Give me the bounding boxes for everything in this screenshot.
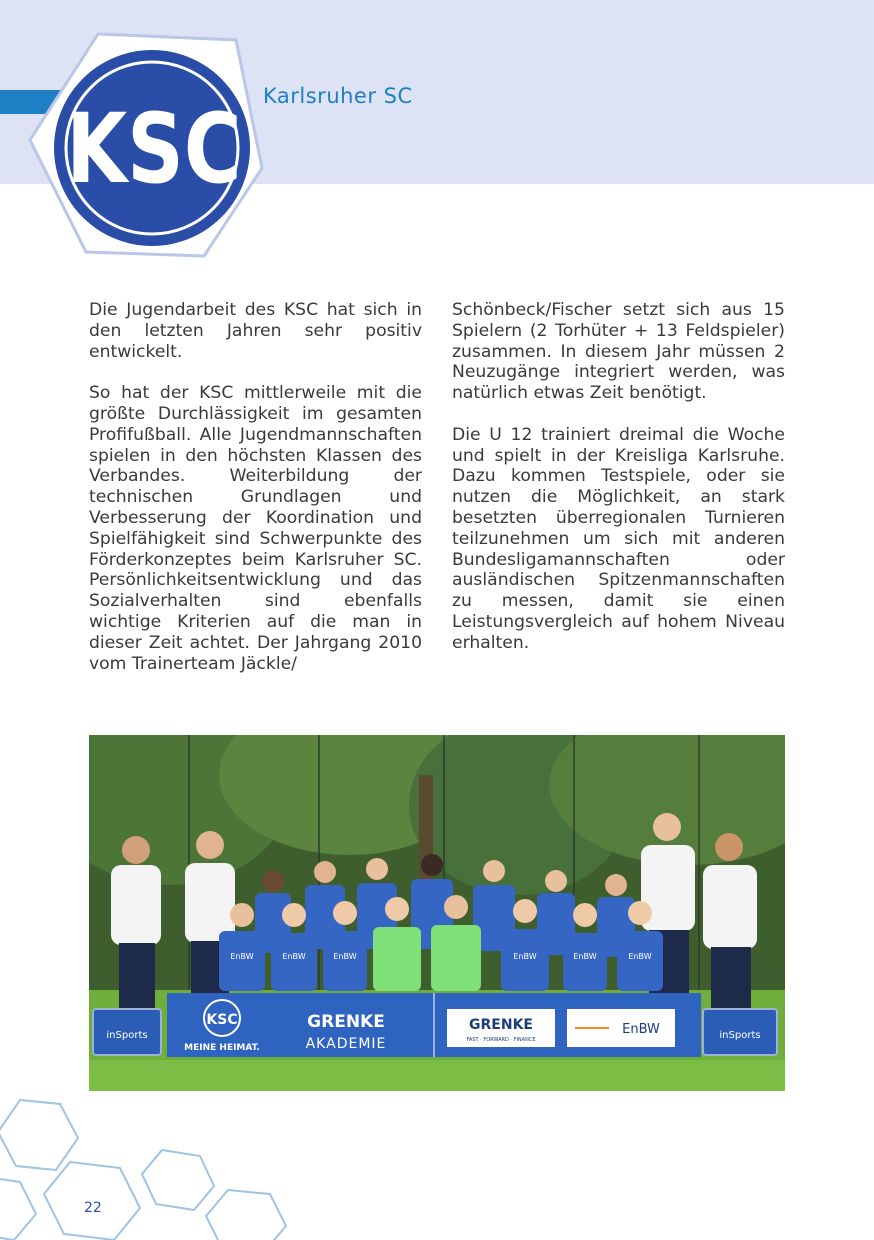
text-column-left bbox=[89, 300, 422, 695]
paragraph: Schönbeck/Fischer setzt sich aus 15 Spielern (2 Torhüter + 13 Feldspieler) zusammen. In diesem Jahr müssen 2 Neuzugänge integriert werden, was natürlich etwas Zeit benötigt. bbox=[452, 300, 785, 404]
page-number: 22 bbox=[84, 1200, 102, 1216]
svg-text:EnBW: EnBW bbox=[230, 952, 254, 961]
svg-text:inSports: inSports bbox=[106, 1030, 148, 1041]
banner-grenke: GRENKE bbox=[307, 1012, 385, 1032]
team-photo-illustration bbox=[89, 735, 785, 1091]
logo-text: KSC bbox=[66, 93, 242, 205]
ksc-logo bbox=[26, 30, 266, 262]
club-title: Karlsruher SC bbox=[263, 84, 413, 108]
team-photo bbox=[89, 735, 785, 1091]
svg-text:EnBW: EnBW bbox=[513, 952, 537, 961]
hexagon-decoration bbox=[0, 1090, 300, 1240]
paragraph: Die Jugendarbeit des KSC hat sich in den letzten Jahren sehr positiv entwickelt. bbox=[89, 300, 422, 362]
text-column-right bbox=[452, 300, 785, 674]
svg-text:EnBW: EnBW bbox=[628, 952, 652, 961]
banner-akademie: AKADEMIE bbox=[305, 1036, 387, 1052]
banner-grenke-box: GRENKE bbox=[469, 1017, 533, 1033]
svg-text:EnBW: EnBW bbox=[573, 952, 597, 961]
banner-grenke-tagline: FAST · FORWARD · FINANCE bbox=[466, 1037, 536, 1043]
banner-ksc-logo: KSC bbox=[206, 1012, 238, 1028]
svg-text:inSports: inSports bbox=[719, 1030, 761, 1041]
svg-text:EnBW: EnBW bbox=[333, 952, 357, 961]
svg-text:EnBW: EnBW bbox=[282, 952, 306, 961]
banner-enbw: EnBW bbox=[622, 1022, 660, 1037]
paragraph: Die U 12 trainiert dreimal die Woche und spielt in der Kreisliga Karlsruhe. Dazu kommen Testspiele, oder sie nutzen die Möglichkeit, an stark besetzten überregionalen Turnieren teilzunehmen um sich mit anderen Bundesligamannschaften oder ausländischen Spitzenmannschaften zu messen, damit sie einen Leistungsvergleich auf hohem Niveau erhalten. bbox=[452, 424, 785, 653]
paragraph: So hat der KSC mittlerweile mit die größte Durchlässigkeit im gesamten Profifußball. Alle Jugendmannschaften spielen in den höchsten Klassen des Verbandes. Weiterbildung der technischen Grundlagen und Verbesserung der Koordination und Spielfähigkeit sind Schwerpunkte des Förderkonzeptes beim Karlsruher SC. Persönlichkeitsentwicklung und das Sozialverhalten sind ebenfalls wichtige Kriterien auf die man in dieser Zeit achtet. Der Jahrgang 2010 vom Trainerteam Jäckle/ bbox=[89, 383, 422, 674]
banner-slogan: MEINE HEIMAT. bbox=[184, 1043, 260, 1053]
